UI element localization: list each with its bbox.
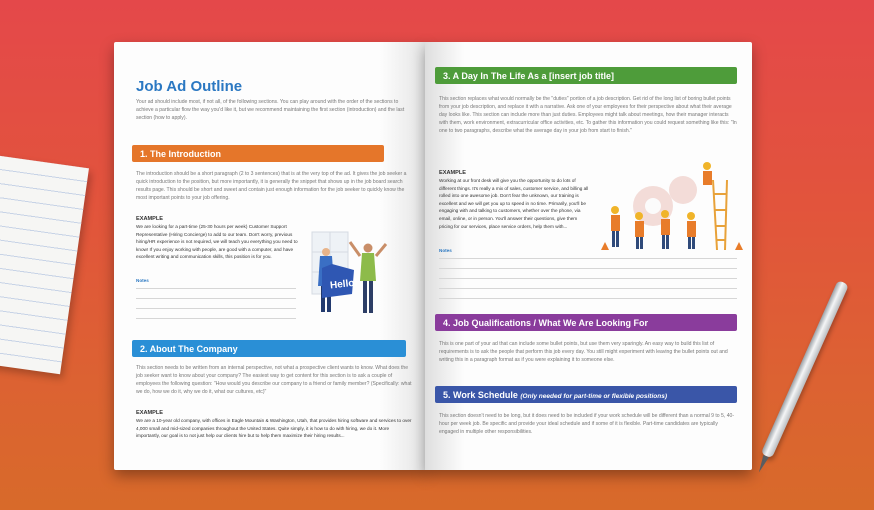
- notes-line: [136, 298, 296, 299]
- notes-line: [136, 308, 296, 309]
- notes-line: [439, 288, 737, 289]
- section-3-example: Working at our front desk will give you the opportunity to do lots of different things. It's really a mix of sales, customer service, and billing all rolled into one awesome job. Don't fear the unknown, our training is excellent and we will get you up to speed in no time. Primarily, you'll be engaging with and talking to customers, whether over the phone, via email, online, or in person. You'll answer their questions, give them pricing for our services, place service orders, help them with...: [439, 178, 589, 229]
- section-2-example: We are a 10-year old company, with offices in Eagle Mountain & Washington, Utah, that provides hiring software and services to over 4,000 small and mid-sized companies throughout the United States. Quite simply, it is how to do with hiring, we do it. More importantly, our goal is to not just help our clients hire but to help them maximize their hiring results...: [136, 418, 412, 439]
- team-workers-illustration: [595, 160, 745, 256]
- hello-sign-text: Hello!: [329, 277, 359, 292]
- hello-illustration-svg: [302, 226, 402, 326]
- notes-line: [439, 268, 737, 269]
- section-5-heading: [435, 386, 737, 403]
- section-1-example-label: EXAMPLE: [136, 216, 164, 222]
- section-5-body: This section doesn't need to be long, but it does need to be included if your work schedule will be different than a normal 9 to 5, 40-hour per week job. Be specific and provide your ideal schedule and if some of it is flexible. Part-time candidates are typically engaged in multiple other responsibilities.: [439, 413, 735, 435]
- intro-text: Your ad should include most, if not all, of the following sections. You can play around with the order of the sections to achieve a particular flow the way you'd like it, but we recommend maintaining the first section (introduction) and the last section (how to apply).: [136, 99, 405, 121]
- notebook-paper: [0, 154, 89, 375]
- section-3-body: This section replaces what would normally be the "duties" portion of a job description. Get rid of the long list of boring bullet points from your job description, and replace it with a narrative. Ask one of your employees for their perspective about what their average day looks like. This section can include more than just duties. Employees might talk about meetings, how their manager interacts with them, work environment, extracurricular office activities, etc. To gather this information you could request something like this: "In one to two paragraphs, describe what the average day in your job from start to finish.": [439, 96, 737, 134]
- section-3-example-label: EXAMPLE: [439, 170, 467, 176]
- page-title: Job Ad Outline: [136, 78, 243, 95]
- team-workers-illustration-svg: [595, 160, 745, 256]
- notes-line: [136, 288, 296, 289]
- section-4-body: This is one part of your ad that can include some bullet points, but use them very sparingly. An easy way to build this list of requirements is to ask the people that perform this job every day. You still might experiment with leaving the bullet points out and writing this in a paragraph format as if you were explaining it to someone else.: [439, 341, 728, 363]
- hello-illustration: [302, 226, 402, 326]
- notes-line: [439, 258, 737, 259]
- notes-line: [439, 278, 737, 279]
- section-1-notes-label: Notes: [136, 278, 149, 283]
- open-booklet: [108, 42, 758, 472]
- section-3-notes-label: Notes: [439, 248, 452, 253]
- pen: [761, 280, 849, 458]
- section-3-heading: 3. A Day In The Life As a [insert job title]: [435, 67, 737, 84]
- section-5-title-note: (Only needed for part-time or flexible positions): [520, 393, 668, 400]
- section-5-title: 5. Work Schedule: [443, 390, 518, 400]
- section-2-heading: 2. About The Company: [132, 340, 406, 357]
- left-page: [114, 42, 427, 470]
- section-1-heading: 1. The Introduction: [132, 145, 384, 162]
- section-1-body: The introduction should be a short paragraph (2 to 3 sentences) that is at the very top of the ad. It gives the job seeker a quick introduction to the position, but more importantly, it is generally the snippet that shows up in the job board search results page. This should be short and sweet and contain just enough information for the job seeker to quickly know the most important points to your job offering.: [136, 171, 407, 201]
- right-page: [425, 42, 752, 470]
- section-4-heading: 4. Job Qualifications / What We Are Looking For: [435, 314, 737, 331]
- notes-line: [136, 318, 296, 319]
- notes-line: [439, 298, 737, 299]
- section-1-example: We are looking for a part-time (25-30 hours per week) Customer Support Representative (Hiring Concierge) to add to our team. Don't worry, previous hiring/HR experience is not required, we will teach you everything you need to know! If you enjoy working with people, are good with a computer, and have excellent writing and communication skills, this position is for you.: [136, 224, 298, 260]
- section-2-body: This section needs to be written from an internal perspective, not what a prospective client wants to know. What does the job seeker want to know about your company? The easiest way to get content for this section is to ask a couple of employees the following question: "How would you describe our company to a friend or family member? (Specifically: what we do, how we do it, why we do it, what our cultures, etc)": [136, 365, 412, 395]
- section-2-example-label: EXAMPLE: [136, 410, 164, 416]
